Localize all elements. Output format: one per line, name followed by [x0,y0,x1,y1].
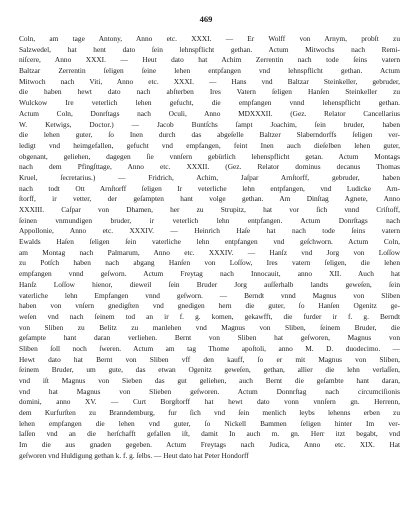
text-line: domini, anno XV. — Curt Borgſtorff hat hewt dato vonn vnnſern gn. Herrenn, [19,397,400,407]
text-line: W. Ketwigs, Doctor.) — Jacob Buntſchs ſampt Joachim, ſein bruder, haben [19,119,400,129]
text-line: empfangen vnnd geſworn. Actum Freytag nach Innocauit, anno XII. Auch hat [19,269,400,279]
text-line: Salzwedel, hat hent dato ſein lehnspflicht gethan. Actum Mitwochs nach Remi- [19,44,400,54]
text-line: haben von vnſern gnedigſten vnd gnedigen hern die guter, ſo Hanſen Ogenitz ge- [19,301,400,311]
text-line: am Montag nach Palmarum, Anno etc. XXXIV. — Hanſz vnd Jorg von Loſſow [19,247,400,257]
text-line: von Sliben zu Belitz zu manlehen vnd Magnus von Sliben, ſeinem Bruder, die [19,322,400,332]
text-line: Ewalds Haſen ſeligen ſein vaterliche lehn entpfangen vnd geſchworn. Actum Coln, [19,237,400,247]
text-line: Sliben ſoll noch ſweren. Actum am tag Thome apoſtoli, anno M. D. duodecimo. — [19,343,400,353]
text-line: Hanſz Loſſow hienor, dieweil ſein Bruder Jorg auſſerhalb landts geweſen, ſein [19,279,400,289]
text-line: vnd iſt Magnus von Sieben das gut geliehen, auch Bernt die geſambte hant daran, [19,376,400,385]
text-line: ſeinem Bruder, um gute, das etwan Ogenitz geweſen, gethan, allier die lehn verlaſſen, [19,365,400,375]
text-line: weſen vnd nach ſeinem tod an ir f. g. komen, gekawfft, die furder ir f. g. Berndt [19,311,400,321]
text-line: nach todt Ott Arnſtorff ſeligen Ir veterliche lehn entpfangen, vnd Ludicke Arn- [19,183,400,193]
text-line: die lehen guter, ſo Inen durch das abgeſelle Baltzer Slaberndorffs ſeligen ver- [19,130,400,140]
text-line: Actum Coln, Donrſtags nach Oculi, Anno MDXXXII. (Gez. Relator Cancellarius [19,108,400,118]
text-line: obgenant, geliehen, dagegen ſie vnnſern gebürlich lehenspflicht getan. Actum Montags [19,151,400,161]
text-line: zu Potſch haben nach abgang Hanſen von Loſſow, Ires vatern ſeligen, die lehen [19,258,400,268]
text-line: Kruel, ſecretarius.) — Fridrich, Achim, Jaſpar Arnſtorff, gebruder, haben [19,172,400,182]
text-line: geſworen vnd Huldigung gethan k. f. g. ſelbs. — Heut dato hat Peter Hondorff [19,450,249,460]
page-number: 469 [199,14,213,24]
text-line: dem Kurfurſten zu Branndemburg, fur ſich vnd ſein menlich leybs lehenns erben zu [19,408,400,418]
text-line: Baltzar Zerrentin ſeligen ſeine lehen entpfangen vnd lehnspflicht gethan. Actum [19,66,400,76]
text-line: ledigt vnd heimgefallen, gefucht vnd empfangen, feint Inen auch dieſelben lehen guter, [19,140,400,150]
text-line: geſampte hant daran verliehen. Bernt von Sliben hat geſworen, Magnus von [19,333,400,343]
text-line: niſcere, Anno XXXI. — Heut dato hat Achim Zerrentin nach tode ſeins vatern [19,55,400,65]
text-line: vnd hat Magnus von Slieben geſworen. Actum Donnrſtag nach circumciſionis [19,386,400,396]
text-line: ſeinen vnmundigen bruder, ir veterlich lehn entpfangen. Actum Donrſtags nach [19,215,400,225]
text-line: vaterliche lehn Empfangen vnnd geſworn. — Berndt vnnd Magnus von Sliben [19,290,400,300]
body-text [19,34,400,462]
text-line: ſtorff, ir vetter, der geſampten hant volge gethan. Am Dinſtag Agnete, Anno [19,194,400,204]
text-line: Coln, am tage Antony, Anno etc. XXXI. — Er Wolff von Arnym, probſt zu [19,34,400,43]
text-line: Hewt dato hat Bernt von Sliben vff den kauff, ſo er mit Magnus von Sliben, [19,354,400,364]
text-line: nach dem Pfingſttage, Anno etc. XXXII. (Gez. Relator dominus decanus Thomas [19,162,400,172]
text-line: XXXIII. Caſpar von Dhamen, her zu Strupitz, hat vor ſich vnnd Criſtoff, [19,205,400,214]
text-line: Im die aus gnaden gegeben. Actum Freytags nach Judica, Anno etc. XIX. Hat [19,440,400,450]
text-line: lehen empfangen die lehen vnd guter, ſo Nickell Bammen ſeligen hinter Im ver- [19,418,400,428]
text-line: laſſen vnd an die herſchafft gefallen iſt, damit In auch m. gn. Herr itzt begabt, vnd [19,429,400,439]
text-line: die haben hewt dato nach abſterben Ires Vatern ſeligen Hanſen Steinkeller zu [19,87,400,97]
text-line: Mitwoch nach Viti, Anno etc. XXXI. — Hans vnd Baltzar Steinkeller, gebruder, [19,76,400,86]
text-line: Wulckow Ire veterlich lehen gefucht, die empfangen vnnd lehenspflicht gethan. [19,98,400,108]
text-line: Appollonie, Anno etc. XXXIV. — Heinrich Haſe hat nach tode ſeins vatern [19,226,400,236]
